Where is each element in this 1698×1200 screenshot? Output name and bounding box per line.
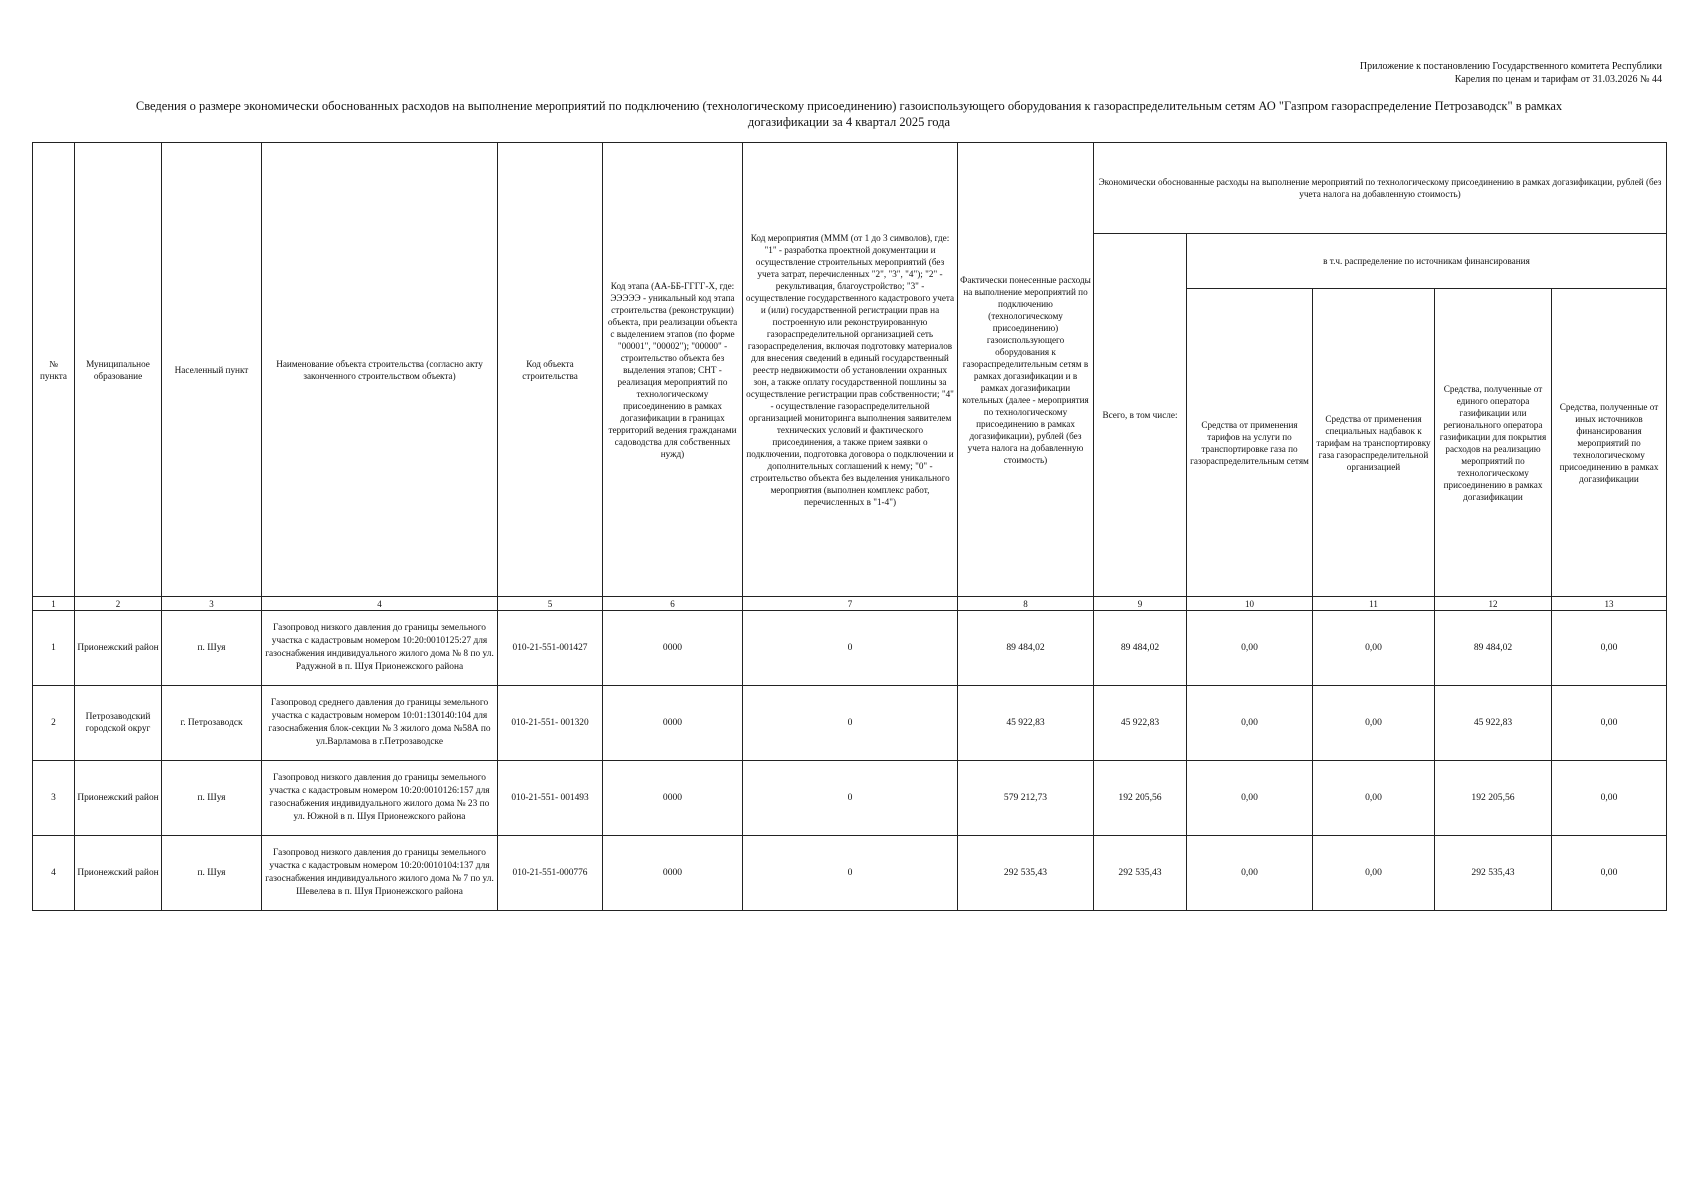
row-actual-expenses: 45 922,83 [958, 686, 1094, 761]
row-tariff-funds: 0,00 [1187, 686, 1313, 761]
row-surcharge-funds: 0,00 [1313, 836, 1435, 911]
row-other-funds: 0,00 [1552, 686, 1667, 761]
row-municipality: Прионежский район [75, 761, 162, 836]
row-number: 3 [33, 761, 75, 836]
table-row [33, 686, 1667, 761]
row-object-code: 010-21-551-000776 [498, 836, 603, 911]
column-number-row [33, 597, 1667, 611]
row-other-funds: 0,00 [1552, 611, 1667, 686]
row-operator-funds: 89 484,02 [1435, 611, 1552, 686]
column-number: 10 [1187, 597, 1313, 611]
row-municipality: Прионежский район [75, 836, 162, 911]
column-number: 2 [75, 597, 162, 611]
title-line-2: догазификации за 4 квартал 2025 года [747, 115, 951, 129]
header-actual-expenses: Фактически понесенные расходы на выполнение мероприятий по подключению (технологическому присоединению) газоиспользующего оборудования к газораспределительным сетям в рамках догазификации и в рамках догазификации котельных (далее - мероприятия по технологическому присоединению в рамках догазификации), рублей (без учета налога на добавленную стоимость) [958, 143, 1094, 597]
row-event-code: 0 [743, 686, 958, 761]
appendix-line-1: Приложение к постановлению Государственного комитета Республики [1359, 61, 1662, 72]
row-settlement: п. Шуя [162, 611, 262, 686]
row-other-funds: 0,00 [1552, 836, 1667, 911]
header-financing-sources: в т.ч. распределение по источникам финансирования [1187, 234, 1667, 289]
column-number: 13 [1552, 597, 1667, 611]
column-number: 8 [958, 597, 1094, 611]
header-operator-funds: Средства, полученные от единого оператора газификации или регионального оператора газификации для покрытия расходов на реализацию мероприятий по технологическому присоединению в рамках догазификации [1435, 289, 1552, 597]
row-object-name: Газопровод среднего давления до границы земельного участка с кадастровым номером 10:01:130140:104 для газоснабжения блок-секции № 3 жилого дома №58А по ул.Варламова в г.Петрозаводске [262, 686, 498, 761]
row-event-code: 0 [743, 611, 958, 686]
column-number: 3 [162, 597, 262, 611]
header-other-funds: Средства, полученные от иных источников финансирования мероприятий по технологическому присоединению в рамках догазификации [1552, 289, 1667, 597]
header-justified-expenses-group: Экономически обоснованные расходы на выполнение мероприятий по технологическому присоединению в рамках догазификации, рублей (без учета налога на добавленную стоимость) [1094, 143, 1667, 234]
header-item-number: № пункта [33, 143, 75, 597]
column-number: 9 [1094, 597, 1187, 611]
header-settlement: Населенный пункт [162, 143, 262, 597]
header-tariff-funds: Средства от применения тарифов на услуги по транспортировке газа по газораспределительным сетям [1187, 289, 1313, 597]
row-object-code: 010-21-551- 001320 [498, 686, 603, 761]
row-actual-expenses: 292 535,43 [958, 836, 1094, 911]
row-object-name: Газопровод низкого давления до границы земельного участка с кадастровым номером 10:20:0010126:157 для газоснабжения индивидуального жилого дома № 23 по ул. Южной в п. Шуя Прионежского района [262, 761, 498, 836]
table-row [33, 761, 1667, 836]
column-number: 1 [33, 597, 75, 611]
column-number: 7 [743, 597, 958, 611]
row-settlement: п. Шуя [162, 836, 262, 911]
row-stage-code: 0000 [603, 611, 743, 686]
row-surcharge-funds: 0,00 [1313, 611, 1435, 686]
row-total: 292 535,43 [1094, 836, 1187, 911]
row-tariff-funds: 0,00 [1187, 836, 1313, 911]
table-row [33, 611, 1667, 686]
column-number: 11 [1313, 597, 1435, 611]
header-event-code: Код мероприятия (МММ (от 1 до 3 символов), где: "1" - разработка проектной документации и осуществление строительных мероприятий (без учета затрат, перечисленных "2", "3", "4"); "2" - рекультивация, благоустройство; "3" - осуществление государственного кадастрового учета и (или) государственной регистрации прав на построенную или реконструированную газораспределительной организацией сеть газораспределения, включая подготовку материалов для внесения сведений в единый государственный реестр недвижимости об установлении охранных зон, а также оплату государственной пошлины за осуществление регистрации прав собственности; "4" - осуществление газораспределительной организацией мониторинга выполнения заявителем технических условий и фактического присоединения, а также прием заявки о подключении, подготовка договора о подключении и дополнительных соглашений к нему; "0" - строительство объекта без выделения уникального мероприятия (выполнен комплекс работ, перечисленных в "1-4") [743, 143, 958, 597]
row-other-funds: 0,00 [1552, 761, 1667, 836]
row-object-code: 010-21-551-001427 [498, 611, 603, 686]
row-tariff-funds: 0,00 [1187, 611, 1313, 686]
row-object-name: Газопровод низкого давления до границы земельного участка с кадастровым номером 10:20:0010104:137 для газоснабжения индивидуального жилого дома № 7 по ул. Шевелева в п. Шуя Прионежского района [262, 836, 498, 911]
row-total: 89 484,02 [1094, 611, 1187, 686]
row-number: 4 [33, 836, 75, 911]
row-municipality: Прионежский район [75, 611, 162, 686]
row-actual-expenses: 579 212,73 [958, 761, 1094, 836]
title-line-1: Сведения о размере экономически обоснованных расходов на выполнение мероприятий по подключению (технологическому присоединению) газоиспользующего оборудования к газораспределительным сетям АО "Газпром газораспределение Петрозаводск" в рамках [135, 99, 1563, 113]
appendix-line-2: Карелия по ценам и тарифам от 31.03.2026 № 44 [1454, 74, 1662, 85]
column-number: 6 [603, 597, 743, 611]
row-stage-code: 0000 [603, 761, 743, 836]
row-total: 45 922,83 [1094, 686, 1187, 761]
row-stage-code: 0000 [603, 686, 743, 761]
row-tariff-funds: 0,00 [1187, 761, 1313, 836]
expenses-table [32, 142, 1667, 911]
row-operator-funds: 192 205,56 [1435, 761, 1552, 836]
document-title [40, 98, 1658, 130]
row-surcharge-funds: 0,00 [1313, 761, 1435, 836]
appendix-note [1202, 60, 1662, 86]
row-event-code: 0 [743, 761, 958, 836]
row-event-code: 0 [743, 836, 958, 911]
row-object-name: Газопровод низкого давления до границы земельного участка с кадастровым номером 10:20:0010125:27 для газоснабжения индивидуального жилого дома № 8 по ул. Радужной в п. Шуя Прионежского района [262, 611, 498, 686]
column-number: 5 [498, 597, 603, 611]
row-operator-funds: 292 535,43 [1435, 836, 1552, 911]
row-number: 1 [33, 611, 75, 686]
header-object-code: Код объекта строительства [498, 143, 603, 597]
header-object-name: Наименование объекта строительства (согласно акту законченного строительством объекта) [262, 143, 498, 597]
row-stage-code: 0000 [603, 836, 743, 911]
row-settlement: г. Петрозаводск [162, 686, 262, 761]
column-number: 12 [1435, 597, 1552, 611]
row-object-code: 010-21-551- 001493 [498, 761, 603, 836]
header-total: Всего, в том числе: [1094, 234, 1187, 597]
header-surcharge-funds: Средства от применения специальных надбавок к тарифам на транспортировку газа газораспределительной организацией [1313, 289, 1435, 597]
header-stage-code: Код этапа (АА-ББ-ГГГГ-Х, где: ЭЭЭЭЭ - уникальный код этапа строительства (реконструкции) объекта, при реализации объекта с выделением этапов (по форме "00001", "00002"); "00000" - строительство объекта без выделения этапов; СНТ - реализация мероприятий по технологическому присоединению в рамках догазификации в границах территорий ведения гражданами садоводства для собственных нужд) [603, 143, 743, 597]
row-surcharge-funds: 0,00 [1313, 686, 1435, 761]
row-actual-expenses: 89 484,02 [958, 611, 1094, 686]
table-row [33, 836, 1667, 911]
column-number: 4 [262, 597, 498, 611]
row-number: 2 [33, 686, 75, 761]
row-municipality: Петрозаводский городской округ [75, 686, 162, 761]
row-operator-funds: 45 922,83 [1435, 686, 1552, 761]
header-municipality: Муниципальное образование [75, 143, 162, 597]
row-settlement: п. Шуя [162, 761, 262, 836]
row-total: 192 205,56 [1094, 761, 1187, 836]
